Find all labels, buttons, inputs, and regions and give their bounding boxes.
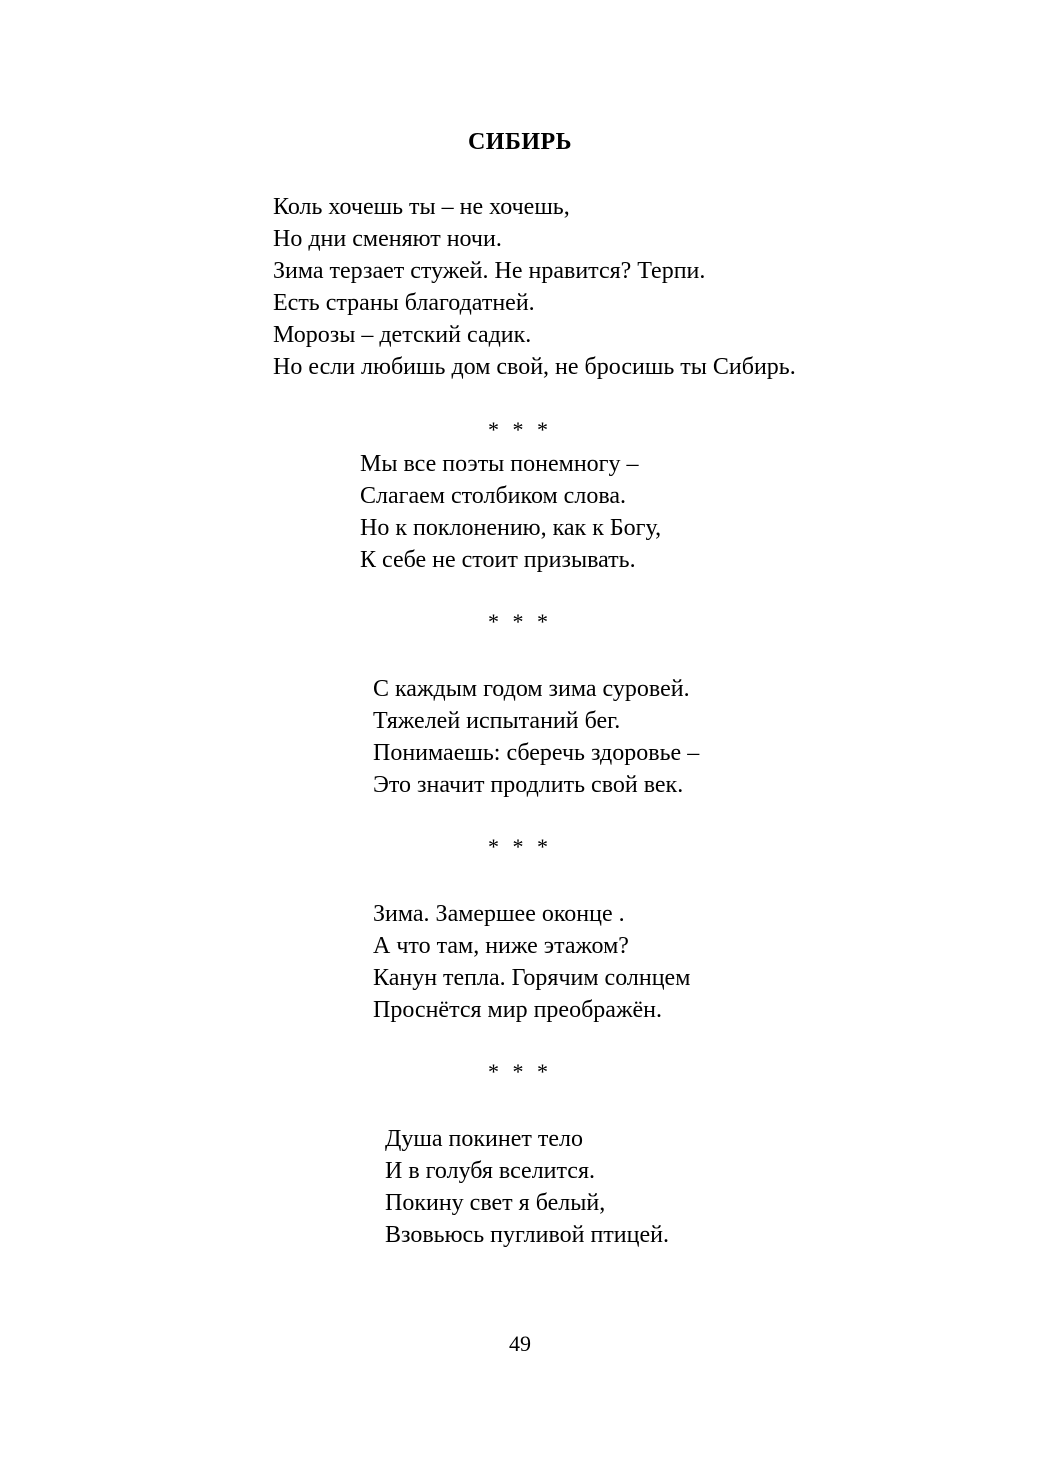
poem-stanza-4: [373, 898, 690, 1026]
poem-line: Покину свет я белый,: [385, 1190, 606, 1216]
poem-line: Но если любишь дом свой, не бросишь ты Сибирь.: [273, 354, 796, 380]
poem-line: Зима терзает стужей. Не нравится? Терпи.: [273, 258, 706, 284]
poem-line: Взовьюсь пугливой птицей.: [385, 1222, 669, 1248]
poem-line: А что там, ниже этажом?: [373, 933, 629, 959]
section-separator: * * *: [488, 417, 552, 442]
poem-line: Но к поклонению, как к Богу,: [360, 515, 662, 541]
poem-line: Но дни сменяют ночи.: [273, 226, 502, 252]
poem-line: Душа покинет тело: [385, 1126, 583, 1152]
poem-stanza-5: [385, 1123, 669, 1251]
poem-line: Проснётся мир преображён.: [373, 997, 663, 1023]
poem-line: К себе не стоит призывать.: [360, 547, 636, 573]
poem-line: И в голубя вселится.: [385, 1158, 595, 1184]
section-separator: * * *: [488, 1059, 552, 1084]
poem-line: Канун тепла. Горячим солнцем: [373, 965, 691, 991]
poem-stanza-2: [360, 448, 661, 576]
poem-line: Морозы – детский садик.: [273, 322, 532, 348]
poem-line: Это значит продлить свой век.: [373, 772, 684, 798]
poem-line: С каждым годом зима суровей.: [373, 676, 690, 702]
section-separator: * * *: [488, 609, 552, 634]
poem-stanza-3: [373, 673, 699, 801]
poem-line: Мы все поэты понемногу –: [360, 451, 639, 477]
page-title: СИБИРЬ: [467, 129, 573, 155]
poem-stanza-1: [273, 191, 796, 383]
poem-line: Коль хочешь ты – не хочешь,: [273, 194, 570, 220]
poem-line: Есть страны благодатней.: [273, 290, 535, 316]
poem-line: Зима. Замершее оконце .: [373, 901, 625, 927]
poem-line: Понимаешь: сберечь здоровье –: [373, 740, 700, 766]
page-number: 49: [509, 1331, 531, 1356]
poem-line: Тяжелей испытаний бег.: [373, 708, 621, 734]
poem-line: Слагаем столбиком слова.: [360, 483, 626, 509]
section-separator: * * *: [488, 834, 552, 859]
